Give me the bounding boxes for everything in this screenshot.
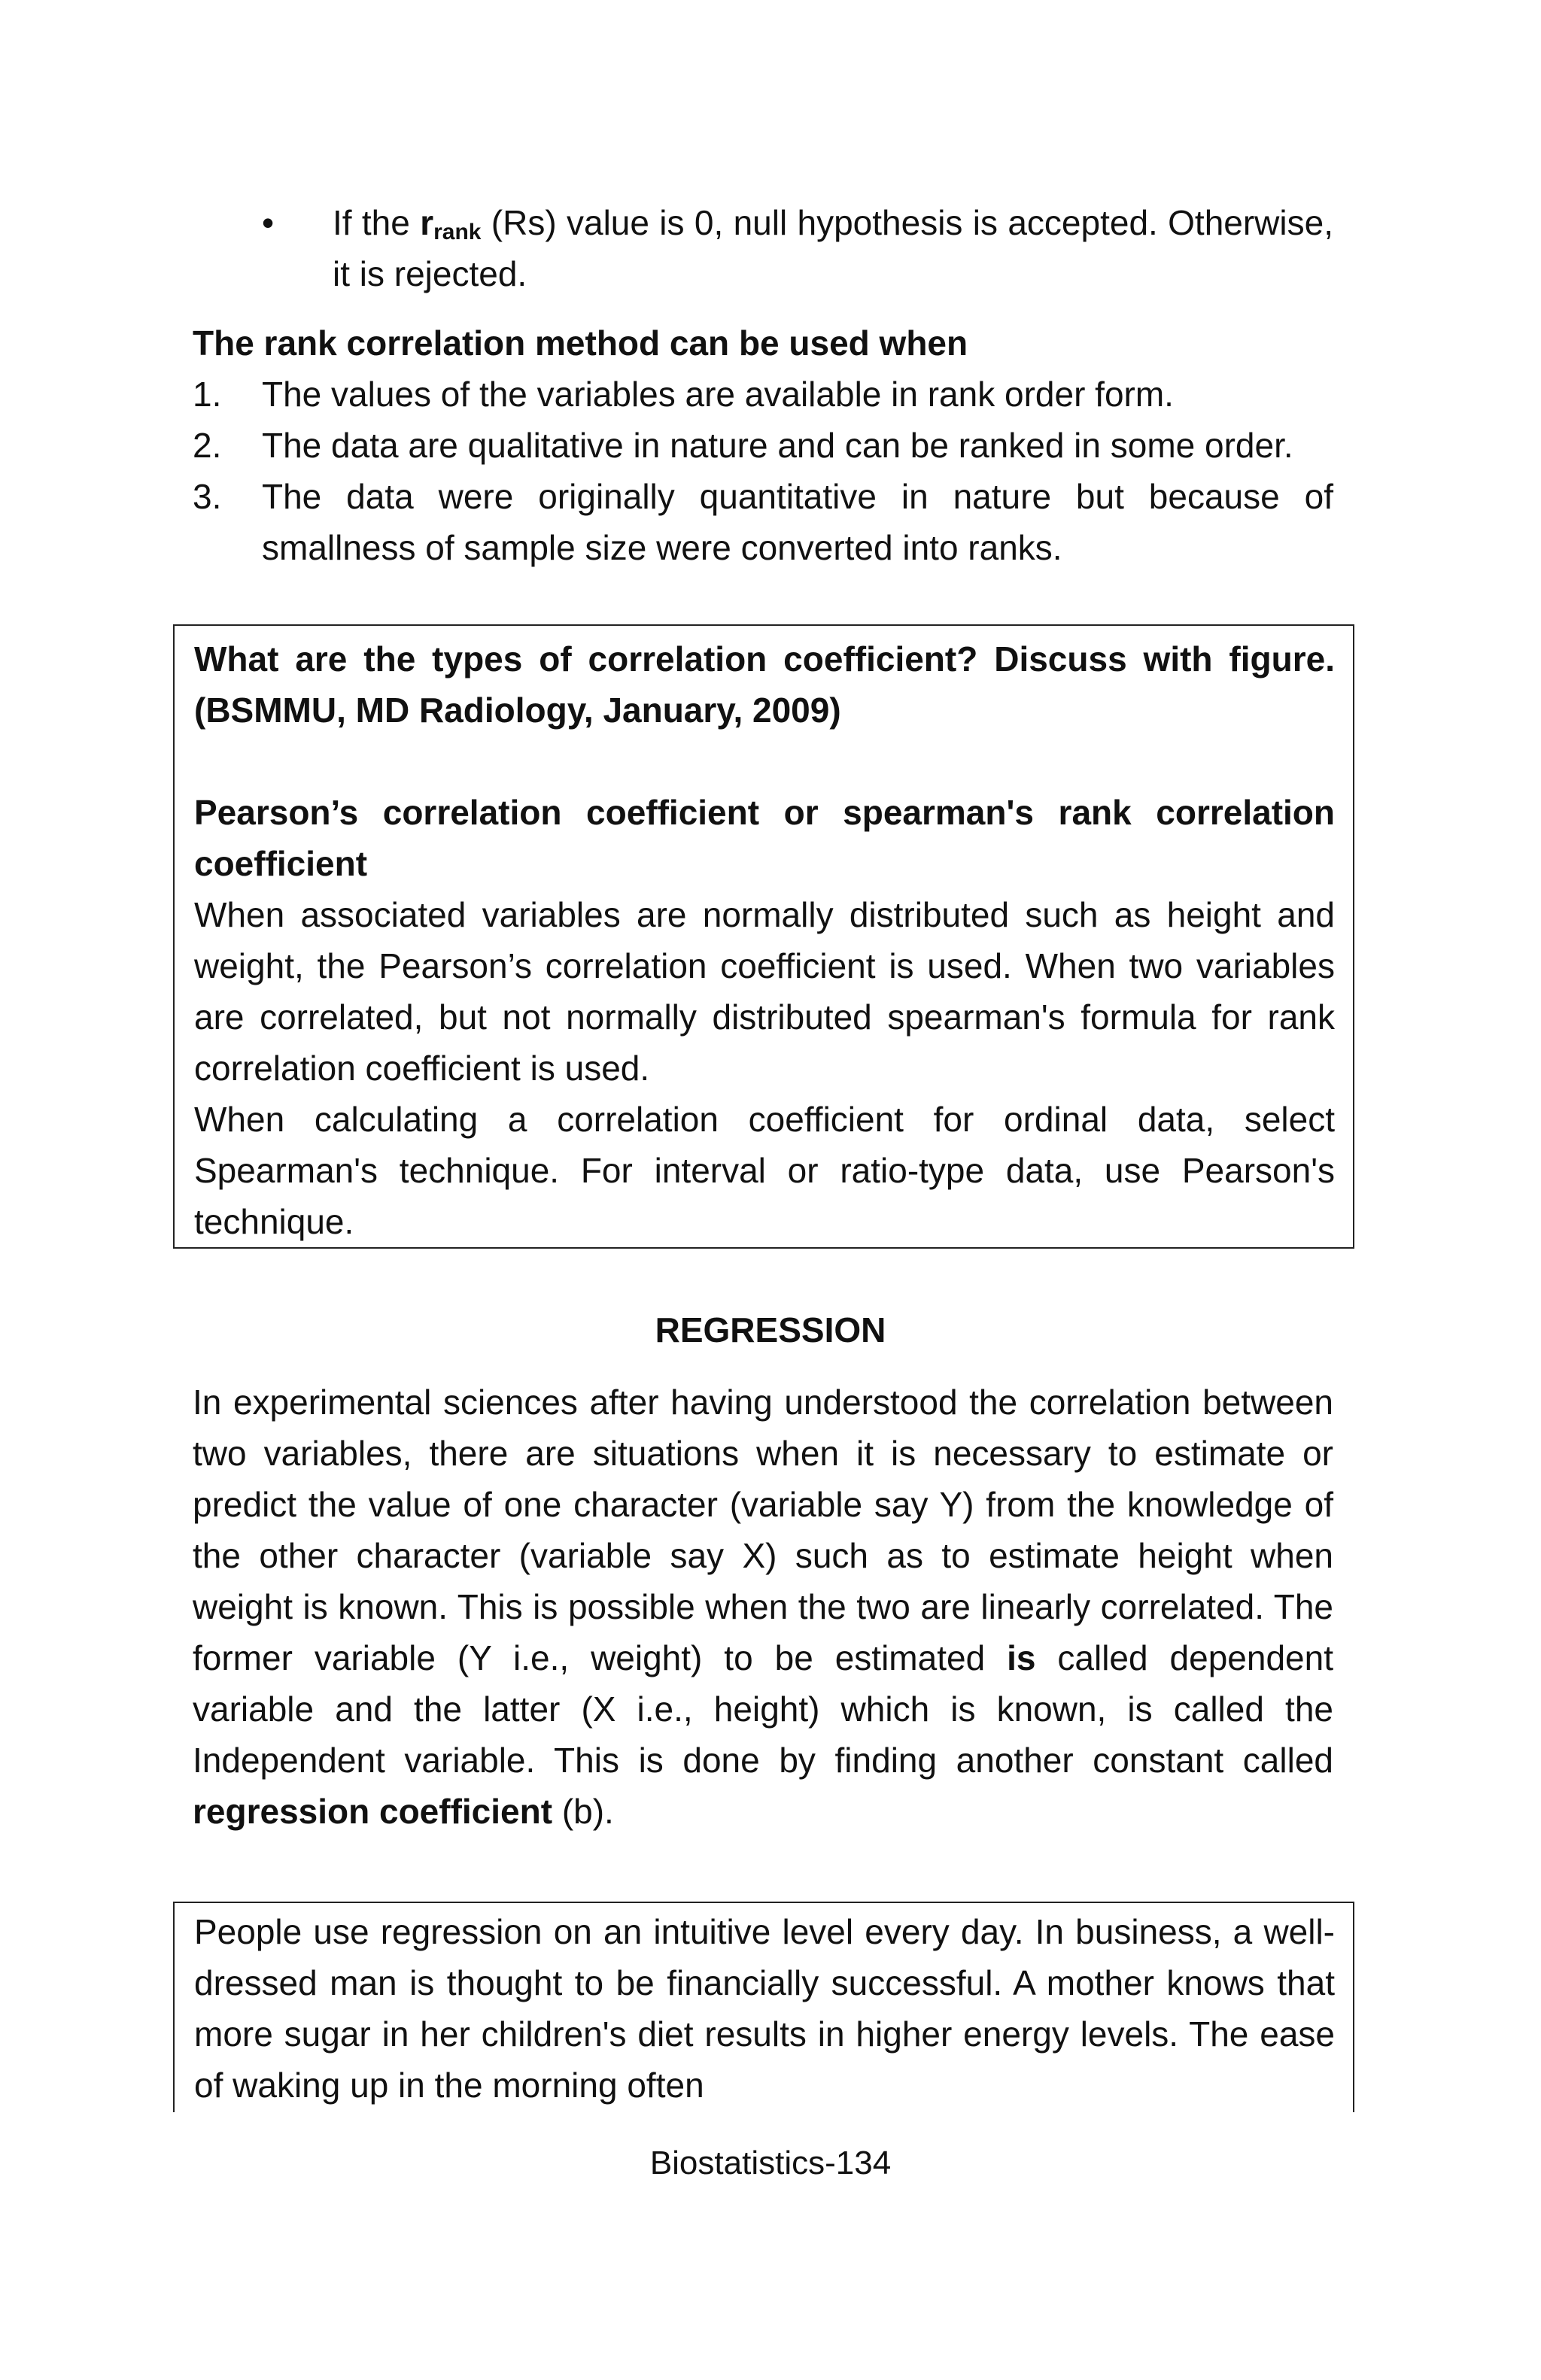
subheading: Pearson’s correlation coefficient or spearman's rank correlation coefficient [194, 793, 1335, 883]
answer-paragraph-2: When calculating a correlation coefficient for ordinal data, select Spearman's technique. For interval or ratio-type data, use Pearson's technique. [194, 1100, 1335, 1241]
section-title: REGRESSION [655, 1310, 886, 1349]
list-number: 2. [193, 426, 222, 465]
page-footer: Biostatistics-134 [649, 2145, 892, 2181]
r-rank-symbol: $r_{rank}$ [420, 203, 482, 244]
list-item [193, 420, 1333, 471]
list-item [193, 369, 1333, 420]
list-text: The values of the variables are available in rank order form. [262, 375, 1174, 414]
bullet-item [193, 197, 1333, 299]
list-item [193, 471, 1333, 573]
example-text: People use regression on an intuitive level every day. In business, a well-dressed man is thought to be financially successful. A mother knows that more sugar in her children's diet results in higher energy levels. The ease of waking up in the morning often [194, 1912, 1335, 2105]
bullet-dot-icon: • [262, 203, 275, 242]
bullet-text: If the $r_{rank}$ (Rs) value is 0, null hypothesis is accepted. Otherwise, it is rejected. [333, 203, 1333, 293]
question-text: What are the types of correlation coefficient? Discuss with figure. (BSMMU, MD Radiology, January, 2009) [194, 639, 1335, 730]
rank-correlation-section [193, 317, 1333, 573]
list-number: 1. [193, 375, 222, 414]
regression-paragraph: In experimental sciences after having understood the correlation between two variables, there are situations when it is necessary to estimate or predict the value of one character (variable say Y) from the knowledge of the other character (variable say X) such as to estimate height when weight is known. This is possible when the two are linearly correlated. The former variable (Y i.e., weight) to be estimated is called dependent variable and the latter (X i.e., height) which is known, is called the Independent variable. This is done by finding another constant called regression coefficient (b). [193, 1383, 1333, 1831]
example-box [173, 1902, 1354, 2112]
answer-paragraph-1: When associated variables are normally distributed such as height and weight, the Pearson’s correlation coefficient is used. When two variables are correlated, but not normally distributed spearman's formula for rank correlation coefficient is used. [194, 895, 1335, 1088]
question-box [173, 624, 1354, 1249]
list-text: The data are qualitative in nature and can be ranked in some order. [262, 426, 1293, 465]
list-number: 3. [193, 477, 222, 516]
list-text: The data were originally quantitative in nature but because of smallness of sample size were converted into ranks. [262, 477, 1333, 567]
rank-heading: The rank correlation method can be used when [193, 323, 968, 363]
